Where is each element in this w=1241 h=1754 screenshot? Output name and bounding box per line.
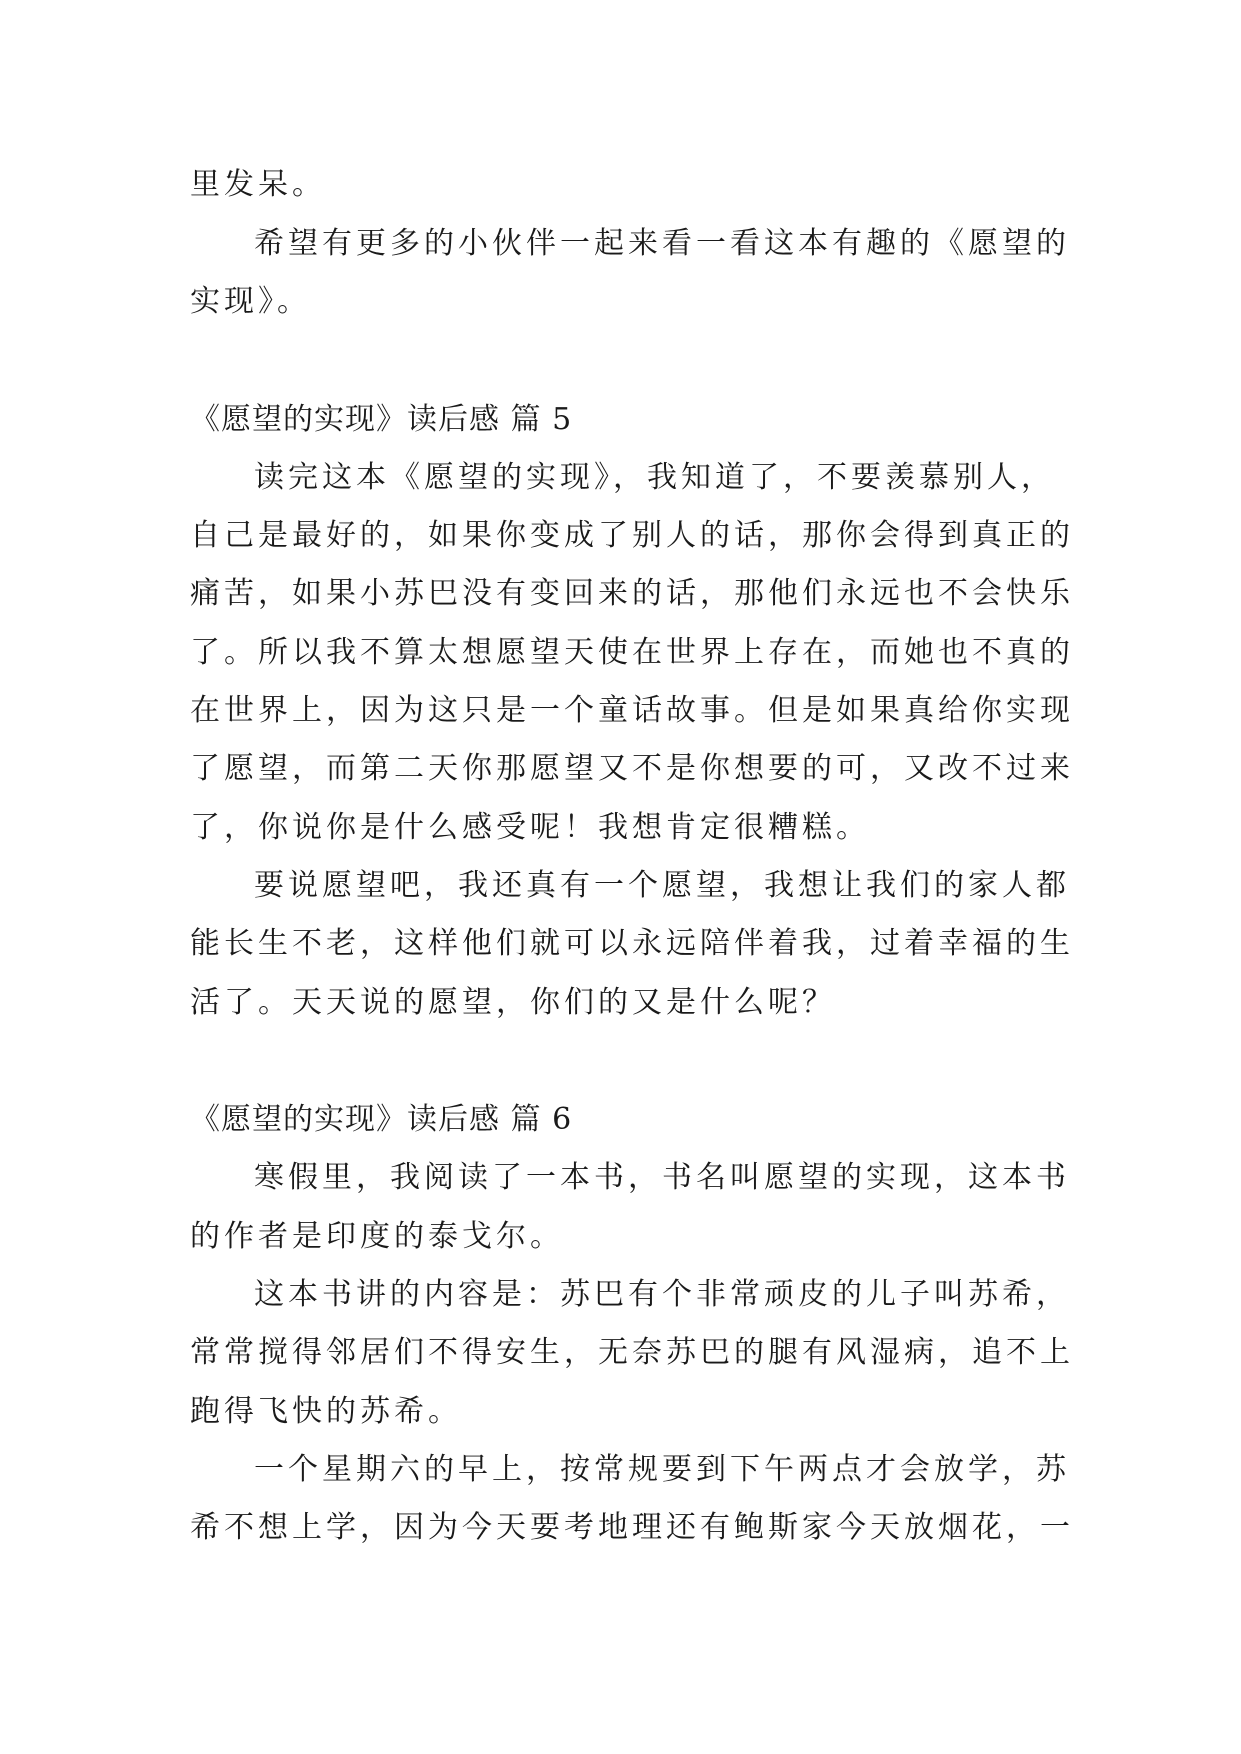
paragraph-line: 了愿望，而第二天你那愿望又不是你想要的可，又改不过来 xyxy=(190,751,1074,786)
paragraph-line: 了，你说你是什么感受呢！我想肯定很糟糕。 xyxy=(190,810,870,845)
paragraph-line: 常常搅得邻居们不得安生，无奈苏巴的腿有风湿病，追不上 xyxy=(190,1335,1074,1370)
paragraph-line: 要说愿望吧，我还真有一个愿望，我想让我们的家人都 xyxy=(254,868,1070,903)
paragraph-line: 希不想上学，因为今天要考地理还有鲍斯家今天放烟花，一 xyxy=(190,1510,1074,1545)
paragraph-line: 一个星期六的早上，按常规要到下午两点才会放学，苏 xyxy=(254,1452,1070,1487)
paragraph-line: 实现》。 xyxy=(190,284,311,319)
paragraph-line: 的作者是印度的泰戈尔。 xyxy=(190,1219,564,1254)
paragraph-line: 这本书讲的内容是：苏巴有个非常顽皮的儿子叫苏希， xyxy=(254,1277,1070,1312)
paragraph-line: 活了。天天说的愿望，你们的又是什么呢？ xyxy=(190,985,836,1020)
paragraph-line: 读完这本《愿望的实现》，我知道了，不要羡慕别人， xyxy=(254,460,1055,495)
paragraph-line: 了。所以我不算太想愿望天使在世界上存在，而她也不真的 xyxy=(190,635,1074,670)
section-heading: 《愿望的实现》读后感 篇 6 xyxy=(190,1102,573,1137)
paragraph-line: 自己是最好的，如果你变成了别人的话，那你会得到真正的 xyxy=(190,518,1074,553)
section-heading: 《愿望的实现》读后感 篇 5 xyxy=(190,402,573,437)
paragraph-line: 能长生不老，这样他们就可以永远陪伴着我，过着幸福的生 xyxy=(190,926,1074,961)
paragraph-line: 跑得飞快的苏希。 xyxy=(190,1394,462,1429)
paragraph-line: 里发呆。 xyxy=(190,167,326,202)
paragraph-line: 希望有更多的小伙伴一起来看一看这本有趣的《愿望的 xyxy=(254,226,1070,261)
paragraph-line: 在世界上，因为这只是一个童话故事。但是如果真给你实现 xyxy=(190,693,1074,728)
paragraph-line: 痛苦，如果小苏巴没有变回来的话，那他们永远也不会快乐 xyxy=(190,576,1074,611)
paragraph-line: 寒假里，我阅读了一本书，书名叫愿望的实现，这本书 xyxy=(254,1160,1070,1195)
